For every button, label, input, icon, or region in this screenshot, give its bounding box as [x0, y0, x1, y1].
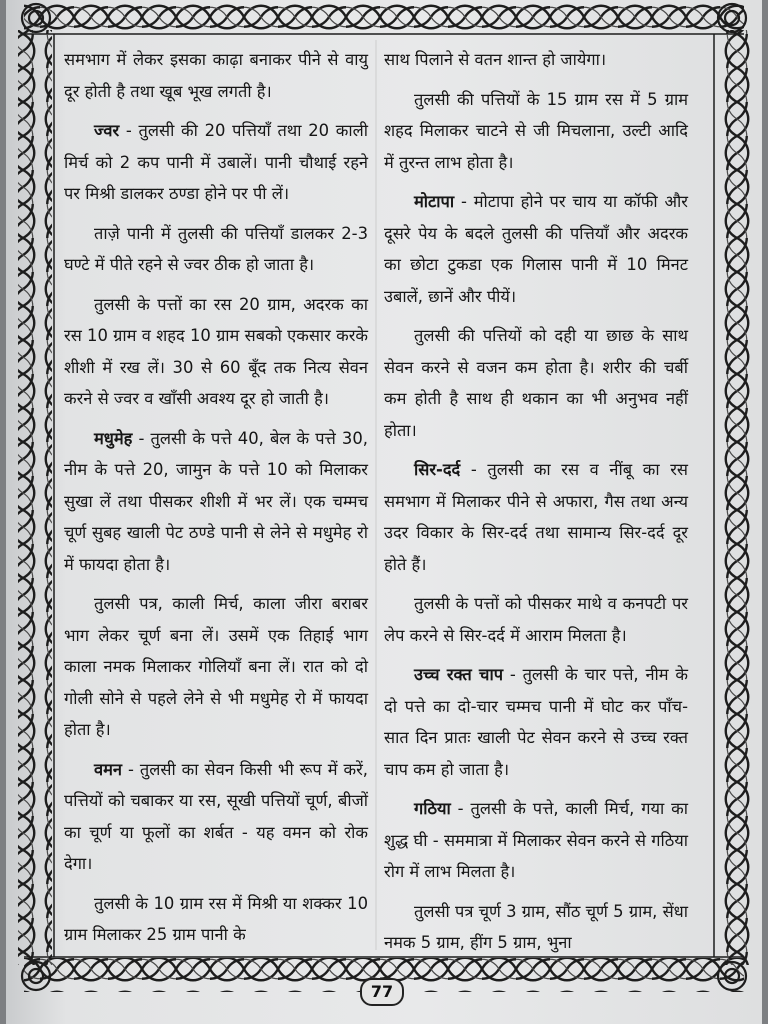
paragraph-text: तुलसी के पत्तों को पीसकर माथे व कनपटी पर लेप करने से सिर-दर्द में आराम मिलता है। [384, 594, 688, 645]
paragraph-text: तुलसी की पत्तियों को दही या छाछ के साथ सेवन करने से वजन कम होता है। शरीर की चर्बी कम होती है साथ ही थकान का भी अनुभव नहीं होता। [384, 326, 688, 440]
paragraph-text: तुलसी के 10 ग्राम रस में मिश्री या शक्कर 10 ग्राम मिलाकर 25 ग्राम पानी के [64, 893, 368, 944]
right-column [384, 44, 688, 959]
paragraph [384, 896, 688, 959]
paragraph-text: - तुलसी के पत्ते 40, बेल के पत्ते 30, नीम के पत्ते 20, जामुन के पत्ते 10 को मिलाकर सुखा लें तथा पीसकर शीशी में भर लें। एक चम्मच चूर्ण सुबह खाली पेट ठण्डे पानी से लेने से मधुमेह रो में फायदा होता है। [64, 428, 368, 574]
paragraph-text: तुलसी पत्र, काली मिर्च, काला जीरा बराबर भाग लेकर चूर्ण बना लें। उसमें एक तिहाई भाग काला नमक मिलाकर गोलियाँ बना लें। रात को दो गोली सोने से पहले लेने से भी मधुमेह रो में फायदा होता है। [64, 594, 368, 739]
remedy-section [384, 186, 688, 312]
remedy-heading: उच्च रक्त चाप [414, 665, 504, 684]
paragraph [384, 588, 688, 651]
remedy-section [64, 423, 368, 581]
remedy-heading: मोटापा [414, 192, 455, 211]
remedy-heading: गठिया [414, 799, 451, 818]
paragraph-text: - तुलसी के पत्ते, काली मिर्च, गया का शुद्ध घी - सममात्रा में मिलाकर सेवन करने से गठिया रोग में लाभ मिलता है। [384, 799, 688, 881]
paragraph-continuation [384, 44, 688, 76]
book-page [6, 0, 762, 1024]
remedy-section [384, 793, 688, 888]
remedy-section [384, 454, 688, 580]
paragraph-text: समभाग में लेकर इसका काढ़ा बनाकर पीने से वायु दूर होती है तथा खूब भूख लगती है। [64, 50, 368, 101]
paragraph [64, 218, 368, 281]
paragraph-text: तुलसी के पत्तों का रस 20 ग्राम, अदरक का रस 10 ग्राम व शहद 10 ग्राम सबको एकसार करके शीशी में रख लें। 30 से 60 बूँद तक नित्य सेवन करने से ज्वर व खाँसी अवश्य दूर हो जाती है। [64, 294, 368, 408]
page-number: 77 [360, 978, 404, 1006]
paragraph-text: ताज़े पानी में तुलसी की पत्तियाँ डालकर 2-3 घण्टे में पीते रहने से ज्वर ठीक हो जाता है। [64, 223, 368, 274]
paragraph-text: - तुलसी का सेवन किसी भी रूप में करें, पत्तियों को चबाकर या रस, सूखी पत्तियों चूर्ण, बीजों का चूर्ण या फूलों का शर्बत - यह वमन को रोक देगा। [64, 759, 368, 873]
paragraph-text: - तुलसी का रस व नींबू का रस समभाग में मिलाकर पीने से अफारा, गैस तथा अन्य उदर विकार के सिर-दर्द तथा सामान्य सिर-दर्द दूर होते हैं। [384, 460, 688, 574]
remedy-heading: मधुमेह [94, 428, 133, 448]
paragraph-text: तुलसी पत्र चूर्ण 3 ग्राम, सौंठ चूर्ण 5 ग्राम, सेंधा नमक 5 ग्राम, हींग 5 ग्राम, भुना [384, 901, 688, 952]
paragraph-text: साथ पिलाने से वतन शान्त हो जायेगा। [384, 50, 607, 69]
remedy-heading: सिर-दर्द [414, 460, 461, 479]
paragraph [384, 84, 688, 179]
remedy-heading: ज्वर [94, 121, 120, 140]
left-column [64, 44, 368, 951]
remedy-heading: वमन [94, 759, 123, 779]
paragraph-text: तुलसी की पत्तियों के 15 ग्राम रस में 5 ग्राम शहद मिलाकर चाटने से जी मिचलाना, उल्टी आदि में तुरन्त लाभ होता है। [384, 89, 688, 172]
remedy-section [64, 115, 368, 210]
paragraph-text: - मोटापा होने पर चाय या कॉफी और दूसरे पेय के बदले तुलसी की पत्तियाँ और अदरक का छोटा टुकडा एक गिलास पानी में 10 मिनट उबालें, छानें और पीयें। [384, 192, 688, 306]
paragraph-continuation [64, 44, 368, 107]
paragraph [64, 888, 368, 951]
paragraph-text: - तुलसी की 20 पत्तियाँ तथा 20 काली मिर्च को 2 कप पानी में उबालें। पानी चौथाई रहने पर मिश्री डालकर ठण्डा होने पर पी लें। [64, 121, 368, 203]
paragraph-text: - तुलसी के चार पत्ते, नीम के दो पत्ते का दो-चार चम्मच पानी में घोट कर पाँच-सात दिन प्रातः खाली पेट सेवन करने से उच्च रक्त चाप कम हो जाता है। [384, 665, 688, 779]
paragraph [384, 320, 688, 446]
paragraph [64, 289, 368, 415]
remedy-section [64, 754, 368, 880]
paragraph [64, 588, 368, 746]
remedy-section [384, 659, 688, 785]
